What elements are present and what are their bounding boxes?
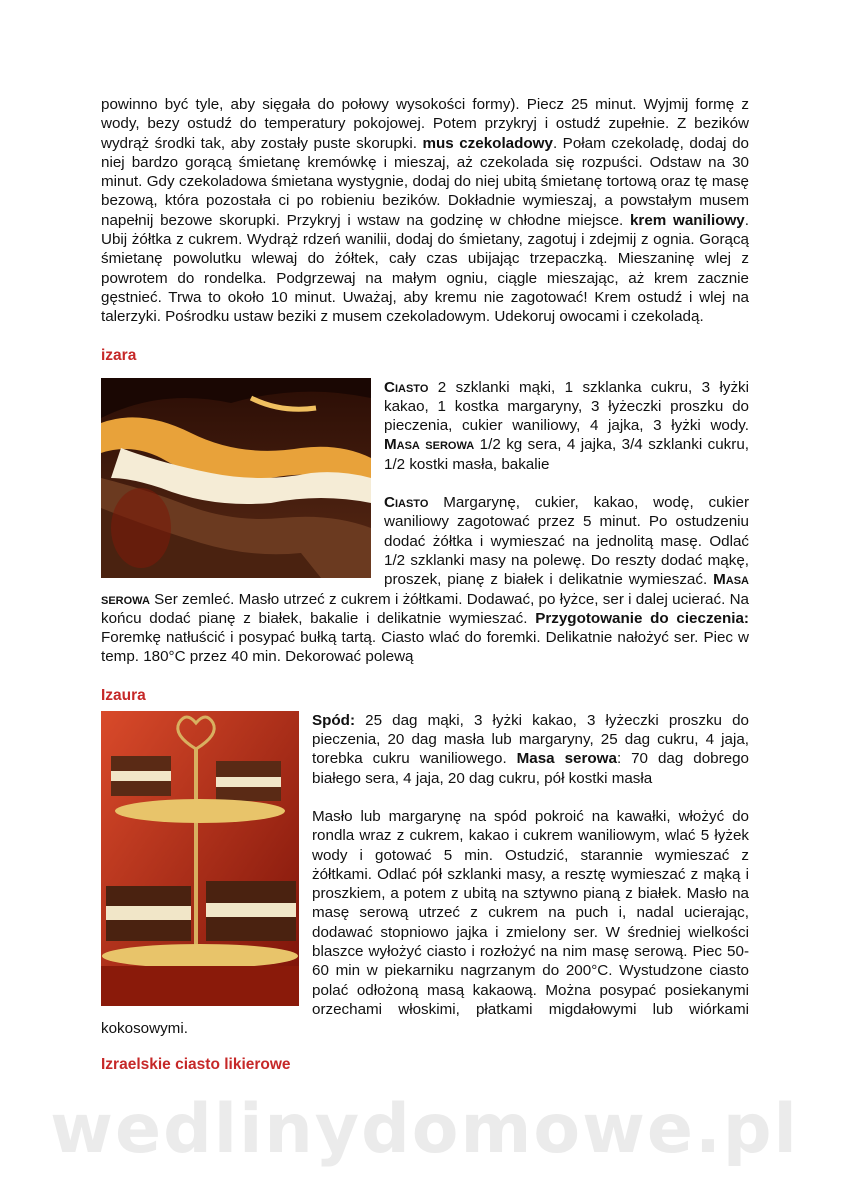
intro-paragraph: powinno być tyle, aby sięgała do połowy wysokości formy). Piecz 25 minut. Wyjmij formę z wody, bezy ostudź do temperatury pokojowej. Potem przykryj i ostudź zupełnie. Z bezików wydrąż środki tak, aby zostały puste skorupki. mus czekoladowy. Połam czekoladę, dodaj do niej bardzo gorącą śmietanę kremówkę i mieszaj, aż czekolada się rozpuści. Odstaw na 30 minut. Gdy czekoladowa śmietana wystygnie, dodaj do niej ubitą śmietanę tortową oraz tę masę bezową, która pozostała ci po robieniu bezików. Dokładnie wymieszaj, a powstałym musem napełnij bezowe skorupki. Przykryj i wstaw na godzinę w chłodne miejsce. krem waniliowy. Ubij żółtka z cukrem. Wydrąż rdzeń wanilii, dodaj do śmietany, zagotuj i zdejmij z ognia. Gorącą śmietanę powolutku wlewaj do żółtek, cały czas ubijając trzepaczką. Mieszaninę wlej z powrotem do rondelka. Podgrzewaj na małym ogniu, ciągle mieszając, aż krem zacznie gęstnieć. Trwa to około 10 minut. Uważaj, aby kremu nie zagotować! Krem ostudź i wlej na talerzyki. Pośrodku ustaw beziki z musem czekoladowym. Udekoruj owocami i czekoladą. (101, 96, 749, 326)
izara-cake-photo (101, 378, 371, 578)
krem-heading: krem waniliowy (629, 211, 745, 229)
izara-steps: Ciasto Margarynę, cukier, kakao, wodę, cukier waniliowy zagotować przez 5 minut. Po ostudzeniu dodać żółtka i wymieszać na jednolitą masę. Odlać 1/2 szklanki masy na polewę. Do reszty dodać mąkę, proszek, pianę z białek i delikatnie wymieszać. Masa serowa Ser zemleć. Masło utrzeć z cukrem i żółtkami. Dodawać, po łyżce, ser i dalej ucierać. Na końcu dodać pianę z białek, bakalie i delikatnie wymieszać. Przygotowanie do cieczenia: Foremkę natłuścić i posypać bułką tartą. Ciasto wlać do foremki. Delikatnie nałożyć ser. Piec w temp. 180°C przez 40 min. Dekorować polewą (101, 494, 749, 666)
izaura-cake-photo (101, 711, 299, 1006)
izaura-ingredients: Spód: 25 dag mąki, 3 łyżki kakao, 3 łyżeczki proszku do pieczenia, 20 dag masła lub margaryny, 25 dag cukru, 4 jaja, torebka cukru waniliowego. Masa serowa: 70 dag dobrego białego sera, 4 jaja, 20 dag cukru, pół kostki masła (312, 711, 749, 787)
mus-heading: mus czekoladowy (422, 134, 553, 152)
izara-ingredients: Ciasto 2 szklanki mąki, 1 szklanka cukru, 3 łyżki kakao, 1 kostka margaryny, 3 łyżeczki proszku do pieczenia, cukier waniliowy, 4 jajka, 3 łyżki wody. Masa serowa 1/2 kg sera, 4 jajka, 3/4 szklanki cukru, 1/2 kostki masła, bakalie (384, 378, 750, 473)
recipe-title-izara: izara (101, 346, 137, 364)
watermark: wedlinydomowe.pl (50, 1090, 799, 1169)
recipe-title-izaura: Izaura (101, 686, 146, 704)
document-body (101, 95, 749, 1075)
izaura-steps: Masło lub margarynę na spód pokroić na kawałki, włożyć do rondla wraz z cukrem, kakao i cukrem waniliowym, wlać 5 łyżek wody i gotować 5 min. Ostudzić, starannie wymieszać z żółtkami. Odlać pół szklanki masy, a resztę wymieszać z mąką i proszkiem, a potem z ubitą na sztywno pianą z białek. Masło na masę serową utrzeć z cukrem na puch i, nadal ucierając, dodawać stopniowo jajka i zmielony ser. W średniej wielkości blaszce wyłożyć ciasto i rozłożyć na nim masę serową. Piec 50-60 min w piekarniku nagrzanym do 200°C. Wystudzone ciasto polać odłożoną masą kakaową. Można posypać posiekanymi orzechami włoskimi, płatkami migdałowymi lub wiórkami kokosowymi. (101, 807, 749, 1038)
recipe-title-next: Izraelskie ciasto likierowe (101, 1056, 291, 1074)
